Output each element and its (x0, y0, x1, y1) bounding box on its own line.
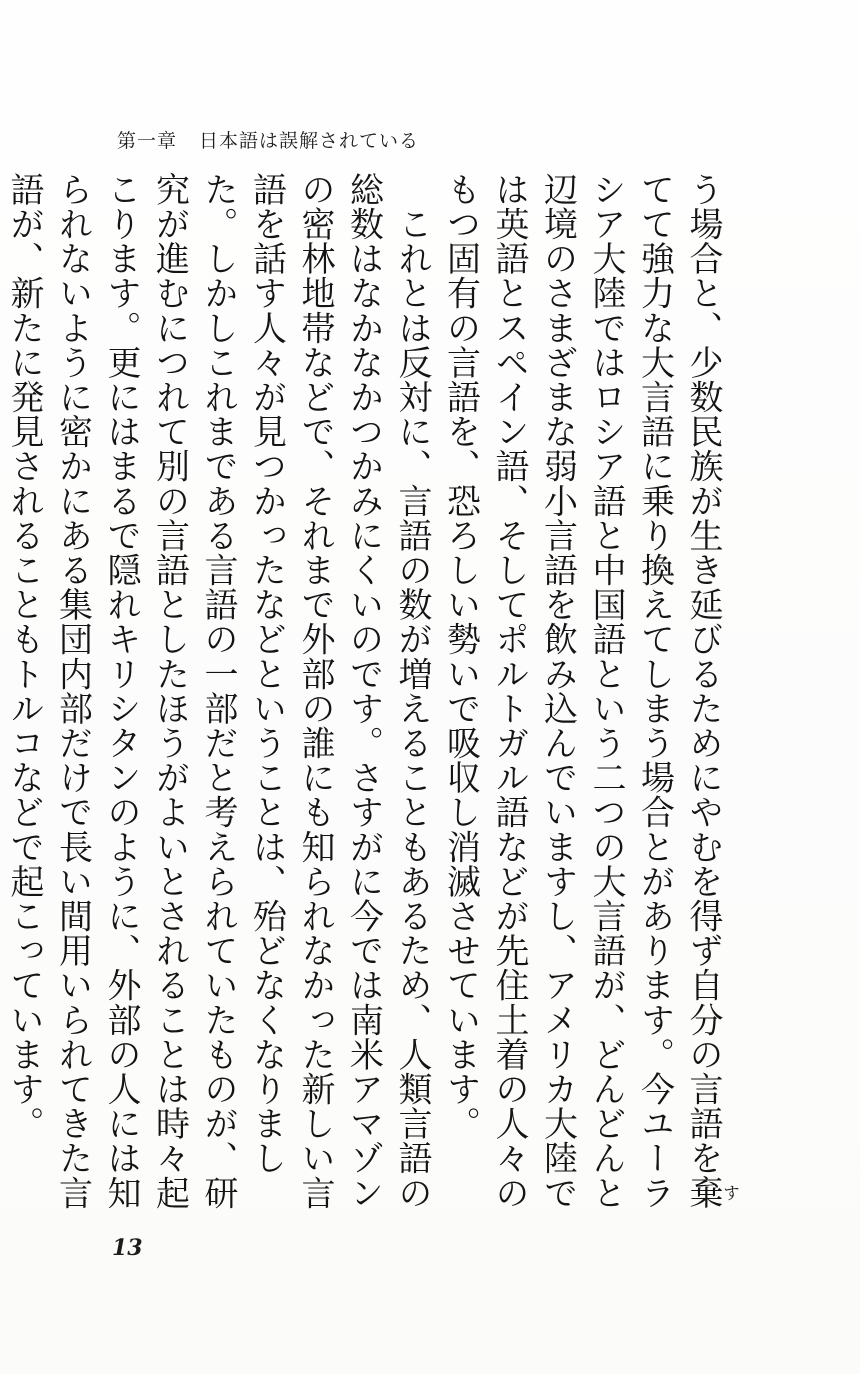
ruby-base: 棄 (683, 1175, 723, 1211)
text-segment: てて強力な大言語に乗り換えてしまう場合とがあります。今ユーラシア大陸ではロシア語と中国語という二つの大言語が、どんどんと辺境のさまざまな弱小言語を飲み込んでいますし、アメリカ大陸では英語とスペイン語、そしてポルトガル語などが先住土着の人々のもつ固有の言 (440, 172, 675, 1210)
running-head (117, 126, 419, 153)
ruby-reading: す (719, 1175, 739, 1211)
body-text (4, 172, 739, 1228)
page-number: 13 (112, 1235, 143, 1261)
text-segment: 語を、恐ろしい勢いで吸収し消滅させています。 (440, 379, 481, 1141)
ruby-annotation (683, 1175, 739, 1211)
chapter-label: 第一章 (117, 130, 178, 152)
chapter-title: 日本語は誤解されている (199, 130, 420, 152)
text-segment: う場合と、少数民族が生き延びるためにやむを得ず自分の言語を (683, 172, 723, 1176)
paragraph-text: これとは反対に、言語の数が増えることもあるため、人類言語の総数はなかなかつかみにくいのです。さすがに今では南米アマゾンの密林地帯などで、それまで外部の誰にも知られなかった新しい言語を話す人々が見つかったなどということは、殆どなくなりました。しかしこれまである言語の一部だと考えられていたものが、研究が進むにつれて別の言語としたほうがよいとされることは時々起こります。更にはまるで隠れキリシタンのように、外部の人には知られないように密かにある集団内部だけで長い間用いられてきた言語が、新たに発見されることもトルコなどで起こっています。 (4, 172, 432, 1211)
paragraph (0, 172, 436, 1228)
paragraph-continuation (436, 172, 738, 1228)
